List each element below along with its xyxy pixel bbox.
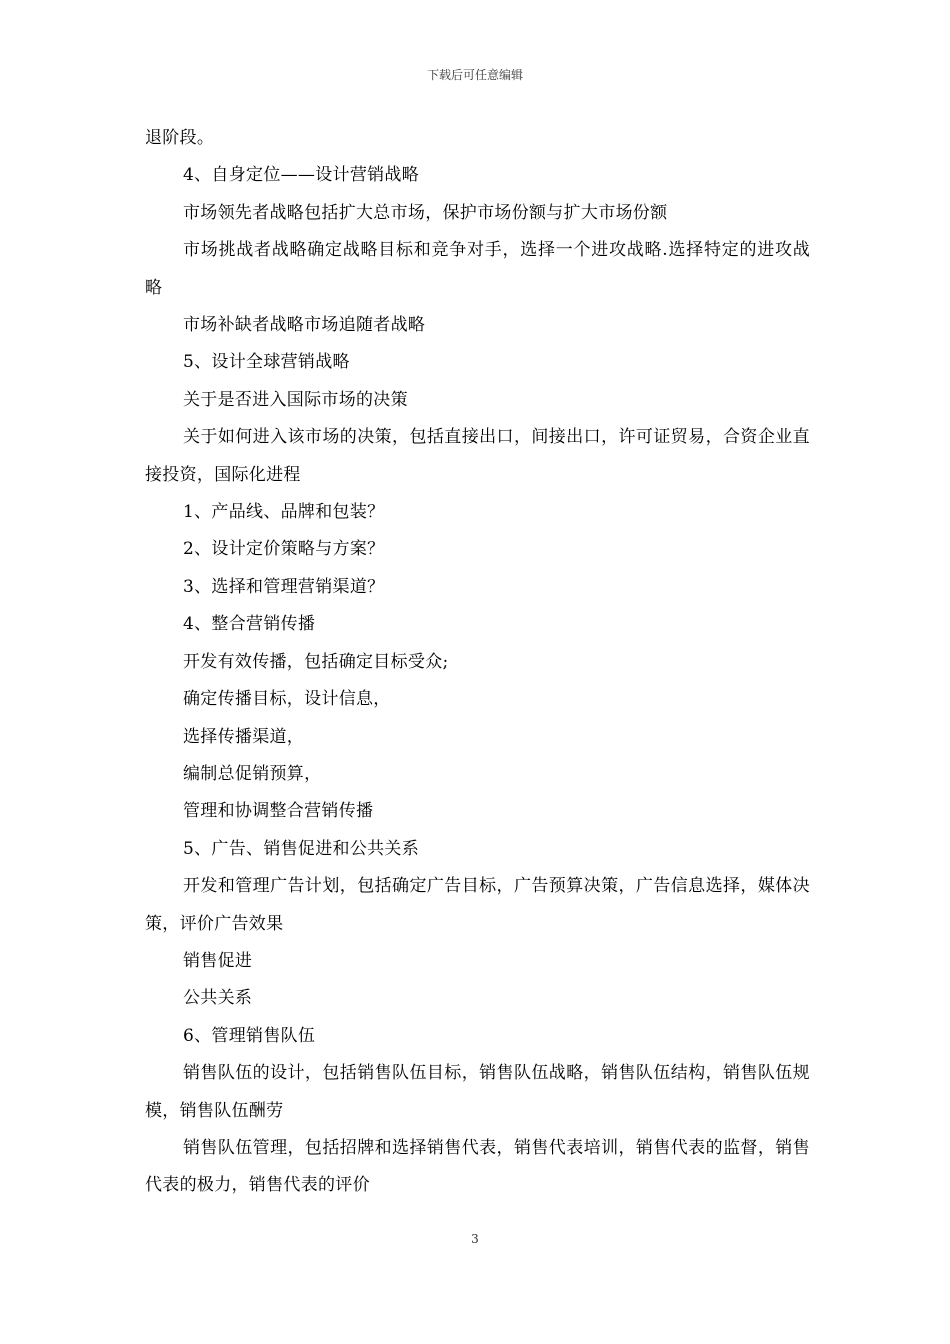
paragraph: 市场挑战者战略确定战略目标和竞争对手，选择一个进攻战略.选择特定的进攻战略	[145, 240, 810, 298]
paragraph: 编制总促销预算，	[183, 763, 322, 784]
paragraph: 市场补缺者战略市场追随者战略	[183, 315, 426, 336]
paragraph: 关于如何进入该市场的决策，包括直接出口，间接出口，许可证贸易，合资企业直接投资，国际化进程	[145, 427, 810, 485]
paragraph: 开发有效传播，包括确定目标受众;	[183, 651, 449, 672]
paragraph: 4、自身定位——设计营销战略	[183, 165, 420, 186]
paragraph: 5、广告、销售促进和公共关系	[183, 838, 420, 859]
page-header: 下载后可任意编辑	[426, 68, 523, 82]
paragraph: 4、整合营销传播	[183, 614, 316, 635]
paragraph: 6、管理销售队伍	[183, 1025, 316, 1046]
paragraph: 选择传播渠道，	[183, 726, 305, 747]
paragraph: 1、产品线、品牌和包装？	[183, 502, 385, 523]
paragraph: 关于是否进入国际市场的决策	[183, 389, 408, 410]
paragraph: 2、设计定价策略与方案？	[183, 539, 385, 560]
paragraph: 退阶段。	[145, 128, 215, 148]
paragraph: 3、选择和管理营销渠道？	[183, 576, 385, 597]
paragraph: 确定传播目标，设计信息，	[183, 689, 391, 710]
paragraph: 5、设计全球营销战略	[183, 352, 350, 373]
paragraph: 销售队伍管理，包括招牌和选择销售代表，销售代表培训，销售代表的监督，销售代表的极力，销售代表的评价	[145, 1137, 810, 1196]
paragraph: 销售促进	[183, 950, 253, 971]
page-number: 3	[471, 1232, 479, 1246]
document-body	[145, 120, 810, 1205]
paragraph: 销售队伍的设计，包括销售队伍目标，销售队伍战略，销售队伍结构，销售队伍规模，销售队伍酬劳	[145, 1063, 810, 1121]
paragraph: 市场领先者战略包括扩大总市场，保护市场份额与扩大市场份额	[183, 202, 668, 223]
paragraph: 开发和管理广告计划，包括确定广告目标，广告预算决策，广告信息选择，媒体决策，评价广告效果	[145, 876, 810, 934]
paragraph: 管理和协调整合营销传播	[183, 801, 374, 822]
paragraph: 公共关系	[183, 988, 253, 1009]
